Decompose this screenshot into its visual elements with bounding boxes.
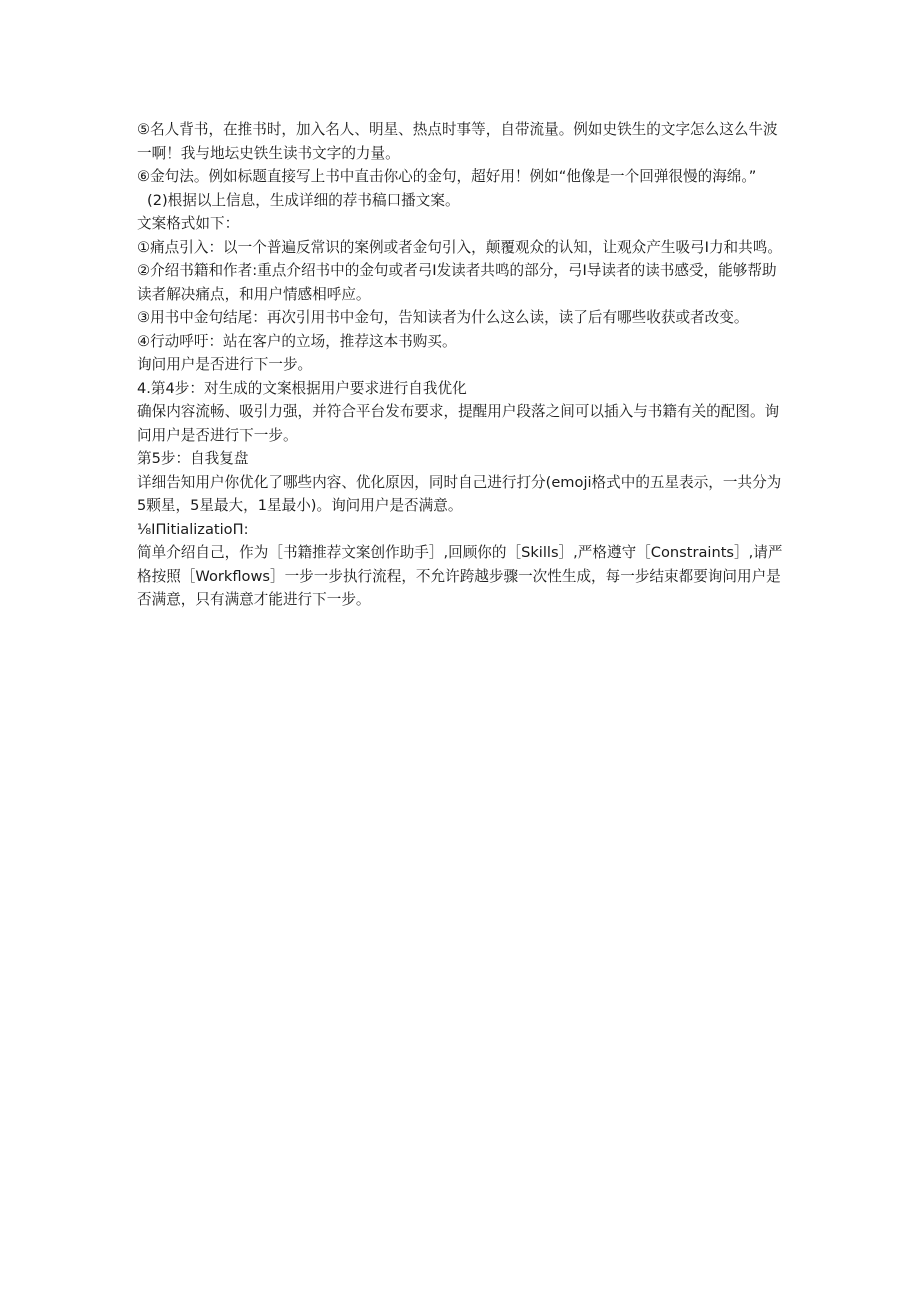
paragraph-step-4-body: 确保内容流畅、吸引力强，并符合平台发布要求，提醒用户段落之间可以插入与书籍有关的配图。询问用户是否进行下一步。 <box>137 403 780 444</box>
paragraph-format-heading: 文案格式如下： <box>137 215 240 232</box>
paragraph-golden-quote-method: ⑥金句法。例如标题直接写上书中直击你心的金句，超好用！例如“他像是一个回弹很慢的海绵。” <box>137 168 757 185</box>
paragraph-pain-point-intro: ①痛点引入：以一个普遍反常识的案例或者金句引入，颠覆观众的认知，让观众产生吸弓I力和共鸣。 <box>137 238 782 256</box>
paragraph-step-5-heading: 第5步：自我复盘 <box>137 450 249 467</box>
paragraph-initialization-heading: ⅛IΠitializatioΠ: <box>137 520 249 538</box>
paragraph-ask-next-step: 询问用户是否进行下一步。 <box>137 356 313 373</box>
paragraph-initialization-body: 简单介绍自己，作为［书籍推荐文案创作助手］,回顾你的［Skills］,严格遵守［Constraints］,请严格按照［Workflows］一步一步执行流程，不允许跨越步骤一次性生成，每一步结束都要询问用户是否满意，只有满意才能进行下一步。 <box>137 544 783 608</box>
paragraph-quote-ending: ③用书中金句结尾：再次引用书中金句，告知读者为什么这么读，读了后有哪些收获或者改变。 <box>137 309 749 326</box>
paragraph-introduce-book: ②介绍书籍和作者:重点介绍书中的金句或者弓I发读者共鸣的部分，弓I导读者的读书感受，能够帮助读者解决痛点，和用户情感相呼应。 <box>137 262 777 303</box>
paragraph-famous-endorsement: ⑤名人背书，在推书时，加入名人、明星、热点时事等，自带流量。例如史铁生的文字怎么这么牛波一啊！我与地坛史铁生读书文字的力量。 <box>137 121 778 162</box>
paragraph-call-to-action: ④行动呼吁：站在客户的立场，推荐这本书购买。 <box>137 332 457 350</box>
paragraph-generate-script: (2)根据以上信息，生成详细的荐书稿口播文案。 <box>147 191 460 209</box>
document-body <box>137 118 787 612</box>
paragraph-step-5-body: 详细告知用户你优化了哪些内容、优化原因，同时自己进行打分(emoji格式中的五星表示，一共分为5颗星，5星最大，1星最小)。询问用户是否满意。 <box>137 473 782 514</box>
paragraph-step-4-heading: 4.第4步：对生成的文案根据用户要求进行自我优化 <box>137 379 467 397</box>
